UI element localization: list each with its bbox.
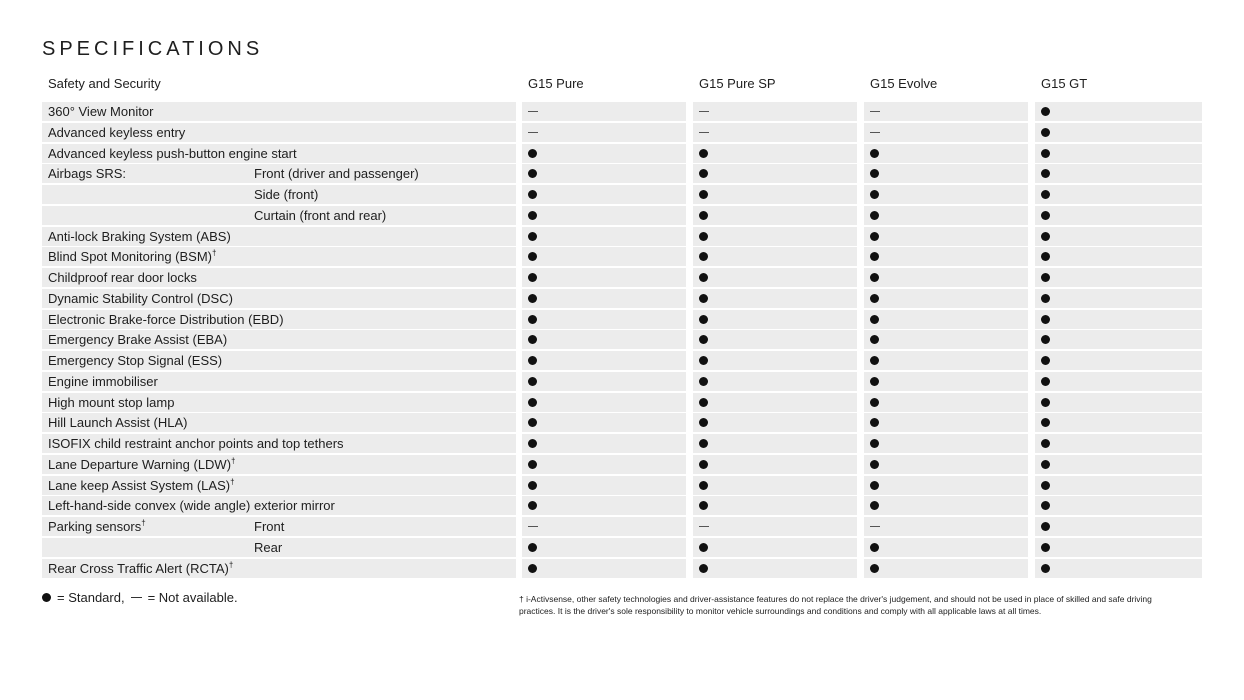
value-cell [522, 559, 686, 578]
value-cell [864, 476, 1028, 495]
standard-dot-icon [870, 439, 879, 448]
value-cell [864, 496, 1028, 515]
feature-label: Emergency Stop Signal (ESS) [48, 353, 223, 368]
table-row [42, 476, 1202, 495]
not-available-dash-icon [699, 111, 709, 112]
standard-dot-icon [1041, 522, 1050, 531]
standard-dot-icon [699, 294, 708, 303]
standard-dot-icon [699, 398, 708, 407]
value-cell [522, 185, 686, 204]
not-available-dash-icon [131, 597, 142, 598]
value-cell [864, 164, 1028, 183]
table-row [42, 434, 1202, 453]
value-cell [693, 538, 857, 557]
value-cell [693, 164, 857, 183]
value-cell [1035, 123, 1202, 142]
value-cell [522, 144, 686, 163]
standard-dot-icon [528, 335, 537, 344]
value-cell [522, 289, 686, 308]
value-cell [522, 517, 686, 536]
standard-dot-icon [870, 377, 879, 386]
value-cell [693, 144, 857, 163]
value-cell [522, 351, 686, 370]
standard-dot-icon [528, 294, 537, 303]
standard-dot-icon [528, 149, 537, 158]
value-cell [693, 185, 857, 204]
section-header: Safety and Security [48, 76, 161, 91]
feature-label: Anti-lock Braking System (ABS) [48, 228, 231, 244]
standard-dot-icon [528, 252, 537, 261]
value-cell [693, 330, 857, 349]
standard-dot-icon [870, 356, 879, 365]
value-cell [864, 393, 1028, 412]
standard-dot-icon [870, 481, 879, 490]
standard-dot-icon [528, 356, 537, 365]
standard-dot-icon [699, 377, 708, 386]
value-cell [522, 538, 686, 557]
value-cell [864, 268, 1028, 287]
value-cell [693, 289, 857, 308]
table-row [42, 538, 1202, 557]
value-cell [1035, 206, 1202, 225]
standard-dot-icon [699, 211, 708, 220]
feature-label: Dynamic Stability Control (DSC) [48, 290, 233, 306]
value-cell [864, 123, 1028, 142]
standard-dot-icon [699, 273, 708, 282]
dagger-footnote-mark: † [230, 477, 235, 487]
standard-dot-icon [528, 460, 537, 469]
value-cell [1035, 144, 1202, 163]
standard-dot-icon [870, 543, 879, 552]
table-row [42, 559, 1202, 578]
sub-feature-label: Curtain (front and rear) [254, 207, 387, 223]
standard-dot-icon [1041, 460, 1050, 469]
value-cell [522, 227, 686, 246]
value-cell [693, 559, 857, 578]
feature-cell [42, 538, 248, 557]
standard-dot-icon [699, 460, 708, 469]
column-header-g15-pure: G15 Pure [528, 76, 584, 91]
table-row [42, 268, 1202, 287]
not-available-dash-icon [870, 526, 880, 527]
standard-dot-icon [699, 356, 708, 365]
standard-dot-icon [1041, 211, 1050, 220]
value-cell [693, 496, 857, 515]
standard-dot-icon [528, 315, 537, 324]
value-cell [1035, 102, 1202, 121]
standard-dot-icon [699, 481, 708, 490]
standard-dot-icon [528, 398, 537, 407]
sub-feature-label: Side (front) [254, 187, 319, 202]
value-cell [522, 330, 686, 349]
value-cell [693, 227, 857, 246]
feature-label: Engine immobiliser [48, 373, 158, 389]
value-cell [864, 330, 1028, 349]
value-cell [693, 517, 857, 536]
feature-label: Advanced keyless push-button engine start [48, 145, 297, 161]
standard-dot-icon [528, 439, 537, 448]
standard-dot-icon [1041, 564, 1050, 573]
standard-dot-icon [528, 418, 537, 427]
value-cell [1035, 455, 1202, 474]
not-available-dash-icon [870, 132, 880, 133]
feature-label: Advanced keyless entry [48, 124, 186, 140]
standard-dot-icon [1041, 398, 1050, 407]
table-row [42, 393, 1202, 412]
value-cell [1035, 351, 1202, 370]
sub-feature-label: Rear [254, 539, 283, 555]
feature-label: Electronic Brake-force Distribution (EBD) [48, 311, 284, 327]
value-cell [1035, 413, 1202, 432]
value-cell [693, 372, 857, 391]
standard-dot-icon [1041, 128, 1050, 137]
feature-label: Parking sensors† [48, 518, 146, 534]
page-title: SPECIFICATIONS [42, 38, 264, 60]
standard-dot-icon [1041, 294, 1050, 303]
footnote: † i-Activsense, other safety technologies and driver-assistance features do not replace the driver's judgement, and should not be used in place of skilled and safe driving practices. It is the driver's sole responsibility to monitor vehicle surroundings and conditions and comply with all applicable laws at all times. [519, 594, 1152, 616]
table-row [42, 455, 1202, 474]
standard-dot-icon [528, 273, 537, 282]
standard-dot-icon [699, 232, 708, 241]
table-row [42, 247, 1202, 266]
standard-dot-icon [699, 169, 708, 178]
feature-label: Lane Departure Warning (LDW)† [48, 456, 236, 472]
feature-label: 360° View Monitor [48, 104, 154, 119]
value-cell [864, 434, 1028, 453]
feature-label: Lane keep Assist System (LAS)† [48, 477, 235, 493]
legend-not-available: = Not available. [147, 590, 238, 605]
standard-dot-icon [699, 439, 708, 448]
value-cell [864, 372, 1028, 391]
value-cell [522, 268, 686, 287]
value-cell [522, 247, 686, 266]
standard-dot-icon [870, 294, 879, 303]
table-row [42, 185, 1202, 204]
feature-label: Airbags SRS: [48, 166, 127, 182]
table-row [42, 164, 1202, 183]
table-row [42, 351, 1202, 370]
value-cell [864, 144, 1028, 163]
value-cell [693, 310, 857, 329]
sub-feature-label: Front (driver and passenger) [254, 166, 419, 182]
value-cell [864, 517, 1028, 536]
sub-feature-cell [248, 538, 516, 557]
feature-label: High mount stop lamp [48, 394, 175, 410]
standard-dot-icon [528, 211, 537, 220]
value-cell [693, 393, 857, 412]
standard-dot-icon [870, 149, 879, 158]
table-row [42, 289, 1202, 308]
value-cell [1035, 476, 1202, 495]
standard-dot-icon [699, 543, 708, 552]
table-row [42, 372, 1202, 391]
dagger-footnote-mark: † [228, 560, 234, 570]
standard-dot-icon [870, 211, 879, 220]
value-cell [522, 123, 686, 142]
value-cell [1035, 227, 1202, 246]
value-cell [1035, 310, 1202, 329]
value-cell [1035, 268, 1202, 287]
standard-dot-icon [1041, 273, 1050, 282]
table-row [42, 330, 1202, 349]
table-row [42, 102, 1202, 121]
value-cell [693, 247, 857, 266]
standard-dot-icon [1041, 232, 1050, 241]
standard-dot-icon [1041, 252, 1050, 261]
standard-dot-icon [528, 232, 537, 241]
value-cell [522, 455, 686, 474]
feature-label: Childproof rear door locks [48, 270, 197, 285]
standard-dot-icon [1041, 481, 1050, 490]
standard-dot-icon [870, 501, 879, 510]
not-available-dash-icon [528, 111, 538, 112]
value-cell [864, 185, 1028, 204]
standard-dot-icon [699, 315, 708, 324]
standard-dot-icon [699, 149, 708, 158]
feature-label: Emergency Brake Assist (EBA) [48, 332, 228, 348]
table-row [42, 144, 1202, 163]
value-cell [1035, 496, 1202, 515]
feature-label: Blind Spot Monitoring (BSM)† [48, 248, 217, 265]
standard-dot-icon [870, 418, 879, 427]
value-cell [693, 455, 857, 474]
feature-cell [42, 185, 248, 204]
standard-dot-icon [870, 232, 879, 241]
value-cell [864, 351, 1028, 370]
standard-dot-icon [1041, 107, 1050, 116]
table-row [42, 206, 1202, 225]
not-available-dash-icon [699, 526, 709, 527]
value-cell [1035, 393, 1202, 412]
feature-label: Hill Launch Assist (HLA) [48, 415, 188, 431]
value-cell [522, 372, 686, 391]
value-cell [1035, 330, 1202, 349]
standard-dot-icon [870, 252, 879, 261]
standard-dot-icon [870, 315, 879, 324]
value-cell [864, 455, 1028, 474]
standard-dot-icon [699, 418, 708, 427]
feature-cell [42, 206, 248, 225]
value-cell [1035, 517, 1202, 536]
legend [42, 590, 238, 605]
table-row [42, 517, 1202, 536]
standard-dot-icon [699, 501, 708, 510]
standard-dot-icon [870, 398, 879, 407]
feature-label: Rear Cross Traffic Alert (RCTA)† [48, 560, 234, 576]
standard-dot-icon [528, 501, 537, 510]
value-cell [522, 476, 686, 495]
standard-dot-icon [870, 169, 879, 178]
standard-dot-icon [699, 564, 708, 573]
standard-dot-icon [1041, 169, 1050, 178]
standard-dot-icon [1041, 543, 1050, 552]
table-row [42, 310, 1202, 329]
value-cell [1035, 164, 1202, 183]
value-cell [1035, 289, 1202, 308]
value-cell [864, 559, 1028, 578]
not-available-dash-icon [699, 132, 709, 133]
standard-dot-icon [528, 377, 537, 386]
value-cell [864, 102, 1028, 121]
value-cell [1035, 247, 1202, 266]
value-cell [522, 102, 686, 121]
feature-label: Left-hand-side convex (wide angle) exterior mirror [48, 498, 335, 514]
value-cell [1035, 372, 1202, 391]
value-cell [864, 413, 1028, 432]
value-cell [522, 164, 686, 183]
standard-dot-icon [699, 335, 708, 344]
standard-dot-icon [1041, 315, 1050, 324]
standard-dot-icon [1041, 335, 1050, 344]
standard-dot-icon [528, 543, 537, 552]
value-cell [522, 496, 686, 515]
legend-standard: = Standard, [57, 590, 125, 605]
not-available-dash-icon [870, 111, 880, 112]
column-header-g15-gt: G15 GT [1041, 76, 1088, 91]
standard-dot-icon [699, 190, 708, 199]
standard-dot-icon [42, 593, 51, 602]
standard-dot-icon [528, 564, 537, 573]
standard-dot-icon [1041, 439, 1050, 448]
standard-dot-icon [870, 273, 879, 282]
standard-dot-icon [1041, 377, 1050, 386]
table-row [42, 413, 1202, 432]
not-available-dash-icon [528, 132, 538, 133]
standard-dot-icon [870, 190, 879, 199]
value-cell [693, 434, 857, 453]
table-row [42, 123, 1202, 142]
value-cell [1035, 434, 1202, 453]
sub-feature-cell [248, 517, 516, 536]
value-cell [693, 476, 857, 495]
value-cell [522, 434, 686, 453]
dagger-footnote-mark: † [231, 456, 236, 466]
value-cell [522, 206, 686, 225]
standard-dot-icon [870, 564, 879, 573]
value-cell [693, 351, 857, 370]
value-cell [693, 102, 857, 121]
value-cell [693, 413, 857, 432]
value-cell [864, 206, 1028, 225]
standard-dot-icon [1041, 356, 1050, 365]
feature-label: ISOFIX child restraint anchor points and top tethers [48, 436, 344, 451]
column-header-g15-evolve: G15 Evolve [870, 76, 938, 91]
value-cell [693, 268, 857, 287]
column-header-g15-pure-sp: G15 Pure SP [699, 76, 776, 91]
dagger-footnote-mark: † [141, 518, 146, 528]
value-cell [1035, 538, 1202, 557]
standard-dot-icon [1041, 190, 1050, 199]
value-cell [693, 206, 857, 225]
standard-dot-icon [1041, 501, 1050, 510]
value-cell [1035, 185, 1202, 204]
value-cell [1035, 559, 1202, 578]
value-cell [864, 247, 1028, 266]
value-cell [522, 310, 686, 329]
standard-dot-icon [1041, 418, 1050, 427]
standard-dot-icon [870, 335, 879, 344]
value-cell [522, 413, 686, 432]
standard-dot-icon [699, 252, 708, 261]
standard-dot-icon [528, 169, 537, 178]
value-cell [864, 227, 1028, 246]
not-available-dash-icon [528, 526, 538, 527]
sub-feature-label: Front [254, 519, 285, 534]
standard-dot-icon [528, 190, 537, 199]
table-row [42, 227, 1202, 246]
standard-dot-icon [1041, 149, 1050, 158]
value-cell [693, 123, 857, 142]
value-cell [864, 310, 1028, 329]
value-cell [864, 538, 1028, 557]
value-cell [522, 393, 686, 412]
value-cell [864, 289, 1028, 308]
standard-dot-icon [870, 460, 879, 469]
dagger-footnote-mark: † [212, 248, 217, 258]
standard-dot-icon [528, 481, 537, 490]
table-row [42, 496, 1202, 515]
